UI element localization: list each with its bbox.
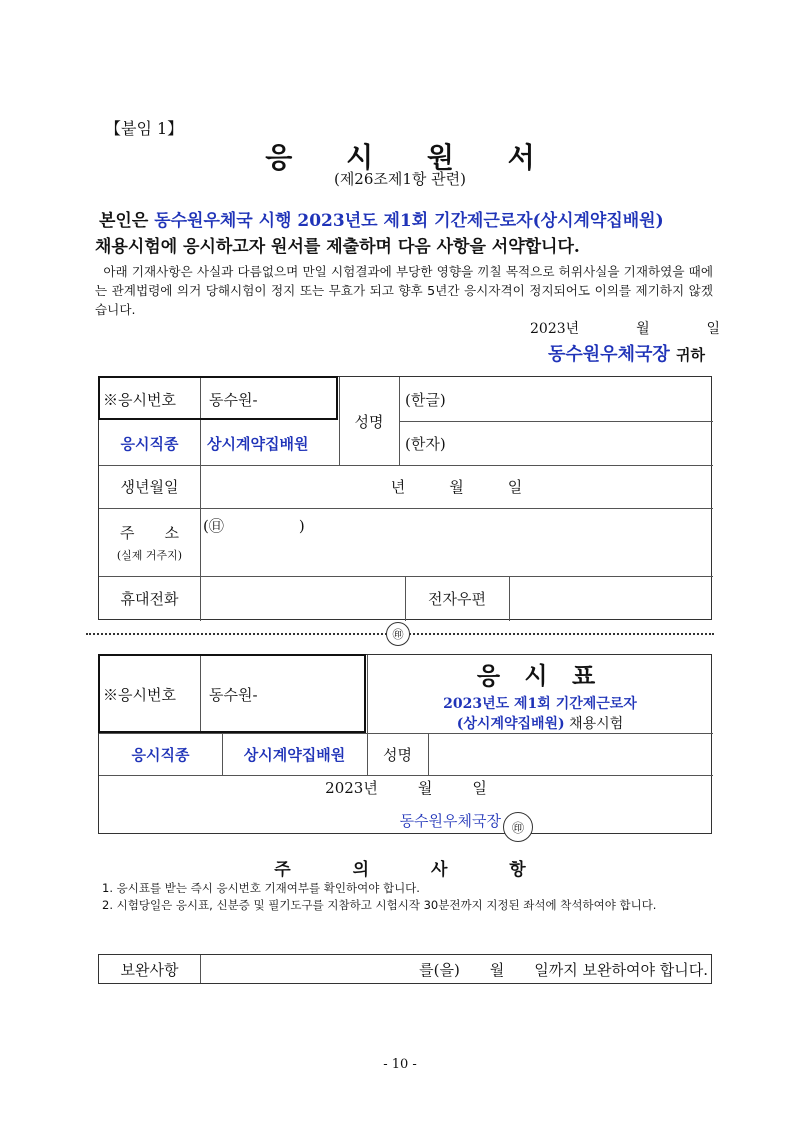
supplement-text: 를(을) 월 일까지 보완하여야 합니다. bbox=[419, 960, 708, 979]
ticket-date-month: 월 bbox=[417, 778, 433, 797]
issuer-seal-mark: ㊞ bbox=[503, 812, 533, 842]
date-day: 일 bbox=[706, 321, 721, 337]
exam-ticket bbox=[98, 654, 712, 834]
birth-date-field[interactable] bbox=[200, 465, 713, 508]
ticket-exam-suffix: 채용시험 bbox=[564, 715, 624, 732]
ticket-issuer: 동수원우체국장 bbox=[399, 811, 501, 830]
pledge-statement bbox=[95, 208, 715, 260]
name-korean-field[interactable]: (한글) bbox=[405, 390, 446, 409]
exam-number-label: ※응시번호 bbox=[103, 390, 176, 409]
pledge-highlight: 동수원우체국 시행 2023년도 제1회 기간제근로자(상시계약집배원) bbox=[154, 211, 664, 231]
notice-title: 주 의 사 항 bbox=[274, 860, 554, 880]
addressee-name: 동수원우체국장 bbox=[548, 344, 670, 365]
ticket-date-year: 2023년 bbox=[325, 778, 378, 797]
ticket-title: 응 시 표 bbox=[476, 660, 604, 690]
oath-paragraph bbox=[95, 262, 713, 319]
exam-number-value[interactable]: 동수원- bbox=[209, 390, 258, 409]
birth-date-label: 생년월일 bbox=[120, 478, 179, 496]
attachment-label: 【붙임 1】 bbox=[105, 119, 184, 138]
email-label: 전자우편 bbox=[428, 590, 486, 608]
seal-mark: ㊞ bbox=[386, 622, 410, 646]
ticket-exam-number-label: ※응시번호 bbox=[103, 685, 176, 704]
ticket-name-label: 성명 bbox=[383, 745, 412, 764]
birth-day: 일 bbox=[507, 478, 523, 496]
pledge-line2: 채용시험에 응시하고자 원서를 제출하며 다음 사항을 서약합니다. bbox=[95, 237, 580, 257]
ticket-exam-name-line1: 2023년도 제1회 기간제근로자 bbox=[443, 695, 637, 712]
date-year: 2023년 bbox=[530, 321, 580, 337]
page-number: - 10 - bbox=[383, 1057, 417, 1072]
page-title: 응 시 원 서 bbox=[265, 141, 557, 174]
mobile-phone-field[interactable] bbox=[200, 576, 405, 621]
address-label-cell bbox=[99, 508, 200, 576]
application-date bbox=[530, 318, 720, 338]
job-type-label: 응시직종 bbox=[120, 434, 179, 453]
ticket-exam-number-value[interactable]: 동수원- bbox=[209, 685, 258, 704]
ticket-date bbox=[99, 775, 713, 799]
ticket-job-value: 상시계약집배원 bbox=[243, 745, 346, 764]
supplement-label: 보완사항 bbox=[120, 960, 179, 979]
ticket-exam-name-line2 bbox=[457, 713, 623, 733]
addressee bbox=[548, 340, 705, 366]
oath-text: 아래 기재사항은 사실과 다름없으며 만일 시험결과에 부당한 영향을 끼칠 목적으로 허위사실을 기재하였을 때에는 관계법령에 의거 당해시험이 정지 또는 무효가 되고 향후 5년간 응시자격이 정지되어도 이의를 제기하지 않겠습니다. bbox=[95, 264, 713, 317]
birth-month: 월 bbox=[449, 478, 464, 496]
page-subtitle: (제26조제1항 관련) bbox=[333, 170, 467, 188]
birth-year: 년 bbox=[390, 478, 406, 496]
notice-item-2: 2. 시험당일은 응시표, 신분증 및 필기도구를 지참하고 시험시작 30분전까지 지정된 좌석에 착석하여야 합니다. bbox=[102, 898, 657, 912]
address-sub-label: (실제 거주지) bbox=[116, 548, 183, 562]
addressee-suffix: 귀하 bbox=[676, 346, 705, 364]
name-label: 성명 bbox=[354, 412, 384, 431]
application-form bbox=[98, 376, 712, 620]
date-month: 월 bbox=[636, 321, 650, 337]
ticket-name-field[interactable] bbox=[428, 733, 713, 775]
ticket-header bbox=[367, 655, 713, 733]
ticket-date-day: 일 bbox=[472, 778, 487, 797]
notice-item-1: 1. 응시표를 받는 즉시 응시번호 기재여부를 확인하여야 합니다. bbox=[102, 881, 420, 895]
mobile-phone-label: 휴대전화 bbox=[120, 590, 179, 608]
ticket-job-label: 응시직종 bbox=[131, 745, 190, 764]
ticket-job-paren: (상시계약집배원) bbox=[456, 715, 565, 732]
name-hanja-field[interactable]: (한자) bbox=[405, 434, 446, 453]
email-field[interactable] bbox=[509, 576, 713, 621]
supplement-box bbox=[98, 954, 712, 984]
address-label: 주 소 bbox=[120, 523, 179, 542]
pledge-prefix: 본인은 bbox=[99, 211, 155, 231]
address-field[interactable]: (㊐ ) bbox=[203, 516, 305, 535]
job-type-value: 상시계약집배원 bbox=[207, 434, 309, 453]
